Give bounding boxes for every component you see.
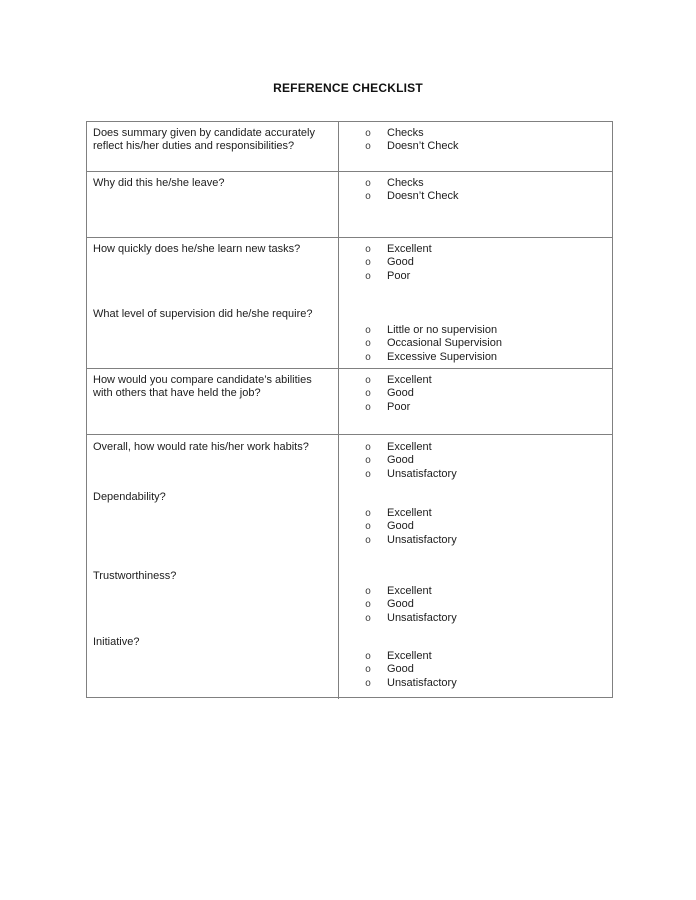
- bullet-icon: o: [365, 376, 372, 387]
- option-label: Good: [387, 598, 414, 611]
- page-title: REFERENCE CHECKLIST: [273, 81, 423, 95]
- bullet-icon: o: [365, 129, 372, 140]
- table-row-4: [87, 369, 612, 435]
- option-row: [339, 270, 612, 283]
- option-label: Excellent: [387, 441, 432, 453]
- option-row: [339, 454, 612, 467]
- option-row: [339, 374, 612, 387]
- option-row: [339, 612, 612, 625]
- bullet-icon: o: [365, 271, 372, 283]
- option-row: [339, 598, 612, 611]
- options-cell: [338, 238, 612, 368]
- bullet-icon: o: [365, 456, 372, 468]
- option-label: Excellent: [387, 507, 432, 519]
- bullet-icon: o: [365, 326, 372, 337]
- option-label: Unsatisfactory: [387, 676, 457, 689]
- bullet-icon: o: [365, 402, 372, 414]
- bullet-icon: o: [365, 652, 372, 663]
- options-group: [339, 585, 612, 625]
- question-text: What level of supervision did he/she require?: [93, 308, 313, 320]
- question-text: Trustworthiness?: [93, 570, 177, 582]
- option-row: [339, 441, 612, 454]
- question-text: How would you compare candidate’s abilities with others that have held the job?: [93, 374, 312, 400]
- question-cell: [87, 172, 338, 237]
- options-group: [339, 243, 612, 283]
- bullet-icon: o: [365, 535, 372, 547]
- options-group: [339, 507, 612, 547]
- bullet-icon: o: [365, 600, 372, 612]
- option-label: Checks: [387, 177, 424, 189]
- option-label: Unsatisfactory: [387, 533, 457, 546]
- bullet-icon: o: [365, 389, 372, 401]
- table-row-3: [87, 238, 612, 369]
- option-row: [339, 190, 612, 203]
- question-cell: [87, 369, 338, 434]
- option-row: [339, 256, 612, 269]
- reference-table: [86, 121, 613, 698]
- options-cell: [338, 369, 612, 434]
- option-label: Good: [387, 387, 414, 400]
- option-label: Good: [387, 256, 414, 269]
- question-text: Initiative?: [93, 636, 140, 648]
- option-label: Poor: [387, 269, 411, 282]
- bullet-icon: o: [365, 587, 372, 598]
- options-group: [339, 441, 612, 481]
- options-group: [339, 650, 612, 690]
- option-row: [339, 177, 612, 190]
- option-label: Good: [387, 663, 414, 676]
- option-row: [339, 140, 612, 153]
- options-group: [339, 127, 612, 154]
- option-label: Good: [387, 520, 414, 533]
- option-label: Good: [387, 454, 414, 467]
- option-label: Little or no supervision: [387, 324, 498, 336]
- option-row: [339, 351, 612, 364]
- options-cell: [338, 122, 612, 171]
- question-text: Dependability?: [93, 491, 166, 503]
- option-row: [339, 677, 612, 690]
- option-row: [339, 468, 612, 481]
- option-label: Excellent: [387, 650, 432, 662]
- option-label: Doesn’t Check: [387, 140, 459, 153]
- bullet-icon: o: [365, 509, 372, 520]
- options-group: [339, 324, 612, 364]
- bullet-icon: o: [365, 522, 372, 534]
- table-row-5: [87, 435, 612, 699]
- option-label: Excellent: [387, 374, 432, 386]
- bullet-icon: o: [365, 258, 372, 270]
- option-label: Doesn’t Check: [387, 190, 459, 203]
- bullet-icon: o: [365, 352, 372, 364]
- option-label: Excellent: [387, 585, 432, 597]
- option-row: [339, 324, 612, 337]
- options-cell: [338, 435, 612, 699]
- option-row: [339, 663, 612, 676]
- options-cell: [338, 172, 612, 237]
- bullet-icon: o: [365, 469, 372, 481]
- question-cell: [87, 435, 338, 699]
- question-cell: [87, 238, 338, 368]
- options-group: [339, 374, 612, 414]
- bullet-icon: o: [365, 678, 372, 690]
- option-row: [339, 387, 612, 400]
- options-group: [339, 177, 612, 204]
- option-row: [339, 534, 612, 547]
- option-label: Excellent: [387, 243, 432, 255]
- option-row: [339, 585, 612, 598]
- question-cell: [87, 122, 338, 171]
- option-row: [339, 401, 612, 414]
- option-label: Occasional Supervision: [387, 337, 502, 350]
- option-label: Excessive Supervision: [387, 350, 498, 363]
- question-text: Why did this he/she leave?: [93, 177, 225, 189]
- option-row: [339, 337, 612, 350]
- bullet-icon: o: [365, 339, 372, 351]
- bullet-icon: o: [365, 245, 372, 256]
- bullet-icon: o: [365, 613, 372, 625]
- option-label: Poor: [387, 400, 411, 413]
- table-row-2: [87, 172, 612, 238]
- option-label: Checks: [387, 127, 424, 139]
- question-text: Does summary given by candidate accurately reflect his/her duties and responsibilities?: [93, 127, 315, 153]
- question-text: How quickly does he/she learn new tasks?: [93, 243, 301, 255]
- option-row: [339, 243, 612, 256]
- bullet-icon: o: [365, 665, 372, 677]
- option-label: Unsatisfactory: [387, 467, 457, 480]
- bullet-icon: o: [365, 179, 372, 190]
- bullet-icon: o: [365, 192, 372, 204]
- option-label: Unsatisfactory: [387, 611, 457, 624]
- option-row: [339, 507, 612, 520]
- bullet-icon: o: [365, 142, 372, 154]
- option-row: [339, 650, 612, 663]
- question-text: Overall, how would rate his/her work habits?: [93, 441, 309, 453]
- option-row: [339, 127, 612, 140]
- option-row: [339, 520, 612, 533]
- bullet-icon: o: [365, 443, 372, 454]
- table-row-1: [87, 122, 612, 172]
